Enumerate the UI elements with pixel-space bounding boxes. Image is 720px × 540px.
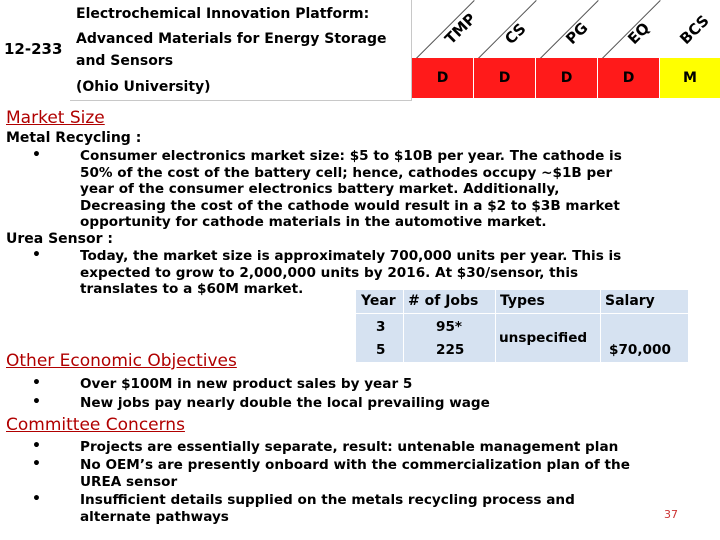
bullet: • <box>32 247 41 263</box>
concern-item: Projects are essentially separate, result: untenable management plan <box>80 439 619 455</box>
project-title-line: and Sensors <box>76 53 174 69</box>
jobs-table <box>356 290 688 362</box>
text-line: translates to a $60M market. <box>80 281 304 298</box>
project-title-line: (Ohio University) <box>76 79 211 95</box>
score-cell-tmp: D <box>412 58 474 98</box>
page-number: 37 <box>664 508 678 521</box>
bullet: • <box>32 394 41 410</box>
criteria-label-eq: EQ <box>624 19 654 48</box>
metal-recycling-text <box>80 148 622 231</box>
text-line: Consumer electronics market size: $5 to $10B per year. The cathode is <box>80 148 622 164</box>
concern-item <box>80 492 575 525</box>
table-divider <box>495 290 496 362</box>
text-line: expected to grow to 2,000,000 units by 2016. At $30/sensor, this <box>80 264 579 281</box>
jobs-header-types: Types <box>500 293 545 309</box>
criteria-label-pg: PG <box>562 18 592 48</box>
text-line: UREA sensor <box>80 473 178 490</box>
jobs-cell-year: 5 <box>376 342 386 358</box>
text-line: Decreasing the cost of the cathode would result in a $2 to $3B market <box>80 197 620 214</box>
jobs-header-count: # of Jobs <box>408 293 479 309</box>
text-line: No OEM’s are presently onboard with the commercialization plan of the <box>80 457 630 473</box>
score-cell-cs: D <box>474 58 536 98</box>
text-line: Today, the market size is approximately 700,000 units per year. This is <box>80 248 622 264</box>
bullet: • <box>32 456 41 472</box>
criteria-label-bcs: BCS <box>676 11 713 48</box>
jobs-header-salary: Salary <box>605 293 655 309</box>
score-cell-bcs: M <box>660 58 720 98</box>
jobs-cell-types: unspecified <box>499 330 588 346</box>
bullet: • <box>32 375 41 391</box>
jobs-cell-count: 95* <box>436 319 463 335</box>
other-objectives-heading: Other Economic Objectives <box>6 351 237 371</box>
jobs-header-year: Year <box>361 293 396 309</box>
text-line: alternate pathways <box>80 508 229 525</box>
project-title-line: Advanced Materials for Energy Storage <box>76 31 387 47</box>
score-cell-pg: D <box>536 58 598 98</box>
bullet: • <box>32 438 41 454</box>
score-cell-eq: D <box>598 58 660 98</box>
table-divider <box>600 290 601 362</box>
table-divider <box>403 290 404 362</box>
criteria-label-tmp: TMP <box>441 9 480 48</box>
market-size-heading: Market Size <box>6 108 105 128</box>
committee-concerns-heading: Committee Concerns <box>6 415 185 435</box>
jobs-cell-count: 225 <box>436 342 465 358</box>
text-line: opportunity for cathode materials in the automotive market. <box>80 214 547 231</box>
text-line: Insufficient details supplied on the metals recycling process and <box>80 492 575 508</box>
criteria-label-cs: CS <box>501 19 530 48</box>
text-line: 50% of the cost of the battery cell; hence, cathodes occupy ~$1B per <box>80 164 613 181</box>
project-title-line: Electrochemical Innovation Platform: <box>76 6 370 22</box>
text-line: year of the consumer electronics battery market. Additionally, <box>80 181 560 198</box>
score-row <box>412 58 720 98</box>
jobs-cell-year: 3 <box>376 319 386 335</box>
criteria-header <box>412 0 720 60</box>
project-title-block <box>70 0 412 101</box>
concern-item <box>80 457 630 490</box>
project-id: 12-233 <box>4 40 63 58</box>
metal-recycling-label: Metal Recycling : <box>6 130 142 146</box>
objective-item: Over $100M in new product sales by year 5 <box>80 376 413 392</box>
bullet: • <box>32 491 41 507</box>
objective-item: New jobs pay nearly double the local prevailing wage <box>80 395 490 411</box>
table-divider <box>356 313 688 314</box>
bullet: • <box>32 147 41 163</box>
jobs-cell-salary: $70,000 <box>609 342 671 358</box>
urea-sensor-label: Urea Sensor : <box>6 231 113 247</box>
slide-header <box>0 0 720 101</box>
